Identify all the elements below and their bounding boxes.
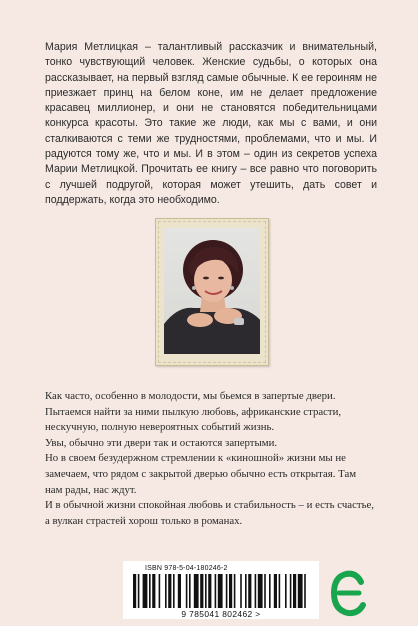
blurb-text (45, 389, 375, 529)
barcode-bar (240, 574, 242, 608)
barcode-bar (133, 574, 136, 608)
barcode-bar (258, 574, 263, 608)
barcode-block (123, 561, 319, 619)
blurb-paragraph: Увы, обычно эти двери так и остаются запертыми. (45, 436, 278, 449)
barcode-bar (186, 574, 188, 608)
barcode-bar (189, 574, 191, 608)
barcode-bar (168, 574, 171, 608)
barcode-bar (245, 574, 247, 608)
barcode-bar (293, 574, 296, 608)
barcode-bar (165, 574, 167, 608)
author-photo (164, 228, 260, 354)
barcode-bar (194, 574, 199, 608)
barcode-bar (279, 574, 281, 608)
barcode-bar (218, 574, 223, 608)
annotation-text: Мария Метлицкая – талантливый рассказчик и внимательный, тонко чувствующий человек. Женские судьбы, о которых она рассказывает, на первый взгляд самые обычные. К ее героиням не приезжает принц на белом коне, им не делает предложение красавец миллионер, и они не становятся победительницами конкурса красоты. Это такие же люди, как мы с вами, и они сталкиваются с теми же трудностями, проблемами, что и мы. И радуются тому же, что и мы. И в этом – один из секретов успеха Марии Метлицкой. Прочитать ее книгу – все равно что поговорить с лучшей подругой, которая может утешить, дать совет и поддержать, когда это необходимо. (45, 41, 377, 206)
barcode-bar (138, 574, 140, 608)
blurb-paragraph: Но в своем безудержном стремлении к «киношной» жизни мы не замечаем, что рядом с закрытой дверью обычно есть открытая. Там нам рады, нас ждут. (45, 452, 357, 496)
barcode-bar (274, 574, 277, 608)
barcode-bar (255, 574, 257, 608)
barcode-bar (248, 574, 251, 608)
barcode-bar (208, 574, 211, 608)
barcode-bars (133, 574, 309, 608)
barcode-bar (290, 574, 292, 608)
barcode-bar (173, 574, 175, 608)
barcode-bar (229, 574, 232, 608)
barcode-bar (159, 574, 161, 608)
barcode-bar (215, 574, 217, 608)
barcode-bar (226, 574, 228, 608)
blurb-paragraph: И в обычной жизни спокойная любовь и стабильность – и есть счастье, а вулкан страстей хорош только в романах. (45, 499, 374, 527)
barcode-bar (149, 574, 151, 608)
isbn-label: ISBN 978-5-04-180246-2 (145, 565, 228, 572)
barcode-bar (264, 574, 266, 608)
barcode-bar (269, 574, 271, 608)
barcode-digits: 9 785041 802462 > (181, 609, 261, 619)
barcode-bar (178, 574, 181, 608)
barcode-bar (143, 574, 148, 608)
barcode-bar (152, 574, 155, 608)
barcode-bar (298, 574, 303, 608)
barcode-bar (304, 574, 306, 608)
barcode-bar (285, 574, 287, 608)
author-photo-frame (155, 218, 269, 366)
eksmo-e-logo-icon (330, 568, 366, 618)
blurb-paragraph: Как часто, особенно в молодости, мы бьемся в запертые двери. Пытаемся найти за ними пылкую любовь, африканские страсти, нескучную, полную невероятных событий жизнь. (45, 390, 342, 434)
barcode-bar (200, 574, 203, 608)
barcode-bar (205, 574, 207, 608)
barcode-bar (234, 574, 236, 608)
